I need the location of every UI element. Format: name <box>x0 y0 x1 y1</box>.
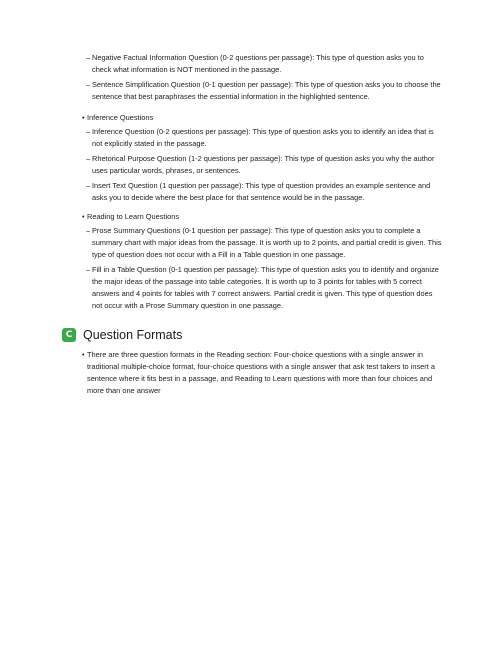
item-text: Inference Question (0-2 questions per passage): This type of question asks you to identify an idea that is not explicitly stated in the passage. <box>92 127 434 148</box>
factual-questions-list <box>0 52 500 106</box>
list-item <box>86 225 442 261</box>
dash-marker: – <box>86 265 91 274</box>
list-item <box>86 264 442 312</box>
heading-text: Reading to Learn Questions <box>87 212 180 221</box>
bullet-marker: • <box>82 113 85 122</box>
bullet-marker: • <box>82 212 85 221</box>
item-text: Prose Summary Questions (0-1 question per passage): This type of question asks you to complete a summary chart with major ideas from the passage. It is worth up to 2 points, and partial credit is given. This type of question does not occur with a Fill in a Table question in one passage. <box>92 226 442 259</box>
paragraph-text: There are three question formats in the Reading section: Four-choice questions with a single answer in traditional multiple-choice format, four-choice questions with a single answer that ask test takers to insert a sentence where it fits best in a passage, and Reading to Learn questions with more than four choices and more than one answer <box>87 350 435 395</box>
bullet-marker: • <box>82 350 85 359</box>
list-item <box>86 52 442 76</box>
item-text: Fill in a Table Question (0-1 question per passage): This type of question asks you to identify and organize the major ideas of the passage into table categories. It is worth up to 3 points for tables with 5 correct answers and 4 points for tables with 7 correct answers. Partial credit is given. This type of question does not occur with a Prose Summary question in one passage. <box>92 265 439 310</box>
dash-marker: – <box>86 53 91 62</box>
list-item <box>86 126 442 150</box>
reading-to-learn-group <box>0 211 500 315</box>
dash-marker: – <box>86 226 91 235</box>
dash-marker: – <box>86 127 91 136</box>
item-text: Negative Factual Information Question (0-2 questions per passage): This type of question asks you to check what information is NOT mentioned in the passage. <box>92 53 424 74</box>
list-item <box>86 79 442 103</box>
dash-marker: – <box>86 154 91 163</box>
inference-questions-group <box>0 112 500 207</box>
dash-marker: – <box>86 80 91 89</box>
list-item <box>86 180 442 204</box>
dash-marker: – <box>86 181 91 190</box>
list-item <box>86 153 442 177</box>
section-badge: C <box>62 328 76 342</box>
item-text: Insert Text Question (1 question per passage): This type of question provides an example sentence and asks you to decide where the best place for that sentence would be in the passage. <box>92 181 431 202</box>
group-heading <box>82 112 447 124</box>
item-text: Rhetorical Purpose Question (1-2 questions per passage): This type of question asks you why the author uses particular words, phrases, or sentences. <box>92 154 435 175</box>
section-title: Question Formats <box>83 328 183 342</box>
section-paragraph <box>82 349 445 397</box>
group-heading <box>82 211 447 223</box>
item-text: Sentence Simplification Question (0-1 question per passage): This type of question asks you to choose the sentence that best paraphrases the essential information in the highlighted sentence. <box>92 80 441 101</box>
heading-text: Inference Questions <box>87 113 154 122</box>
